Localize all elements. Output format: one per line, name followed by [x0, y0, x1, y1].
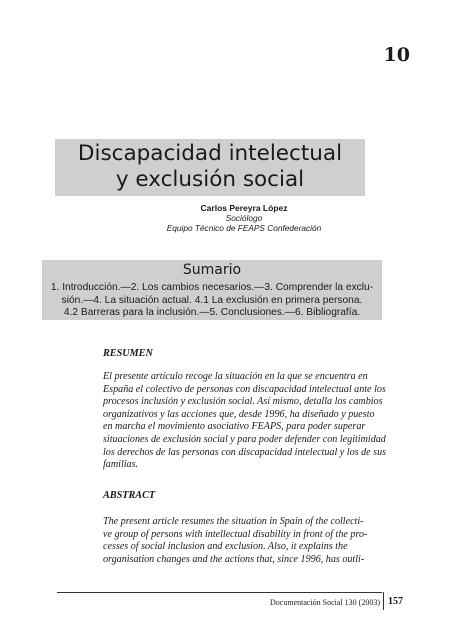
footer-separator	[383, 592, 384, 610]
resumen-line: en marcha el movimiento asociativo FEAPS, para poder superar	[103, 421, 366, 433]
sumario-line: 4.2 Barreras para la inclusión.—5. Conclusiones.—6. Bibliografía.	[63, 307, 361, 318]
resumen-heading: RESUMEN	[103, 348, 153, 359]
footer-source: Documentación Social 130 (2003)	[270, 598, 380, 607]
resumen-line: El presente artículo recoge la situación en la que se encuentra en	[103, 371, 368, 382]
abstract-line: organisation changes and the actions that, since 1996, has outli-	[103, 553, 365, 565]
abstract-paragraph	[103, 516, 383, 566]
resumen-paragraph	[103, 371, 387, 472]
chapter-number: 10	[383, 44, 410, 66]
sumario-heading: Sumario	[182, 262, 242, 278]
resumen-line: familias.	[103, 459, 139, 471]
author-role: Sociólogo	[225, 213, 263, 223]
resumen-line: los derechos de las personas con discapacidad intelectual y los de sus	[103, 446, 387, 458]
title-line-1: Discapacidad intelectual	[77, 141, 343, 166]
sumario-line: sión.—4. La situación actual. 4.1 La exclusión en primera persona.	[61, 294, 363, 306]
resumen-line: organizativos y las acciones que, desde 1996, ha diseñado y puesto	[103, 408, 375, 420]
abstract-line: The present article resumes the situation in Spain of the collecti-	[103, 516, 364, 527]
author-name: Carlos Pereyra López	[200, 203, 288, 213]
title-line-2: y exclusión social	[115, 167, 305, 192]
abstract-line: cesses of social inclusion and exclusion. Also, it explains the	[103, 541, 348, 553]
resumen-line: procesos inclusión y exclusión social. Así mismo, detalla los cambios	[103, 396, 383, 408]
abstract-line: ve group of persons with intellectual disability in front of the pro-	[103, 528, 368, 540]
resumen-line: España el colectivo de personas con discapacidad intelectual ante los	[103, 383, 386, 395]
footer-divider	[57, 592, 382, 593]
abstract-heading: ABSTRACT	[103, 490, 156, 501]
resumen-line: situaciones de exclusión social y para poder defender con legitimidad	[103, 433, 386, 445]
page-number: 157	[388, 596, 403, 607]
sumario-text	[45, 282, 379, 320]
article-title	[55, 141, 365, 193]
author-organization: Equipo Técnico de FEAPS Confederación	[166, 223, 322, 233]
author-block	[150, 203, 338, 233]
sumario-line: 1. Introducción.—2. Los cambios necesarios.—3. Comprender la exclu-	[50, 282, 374, 293]
